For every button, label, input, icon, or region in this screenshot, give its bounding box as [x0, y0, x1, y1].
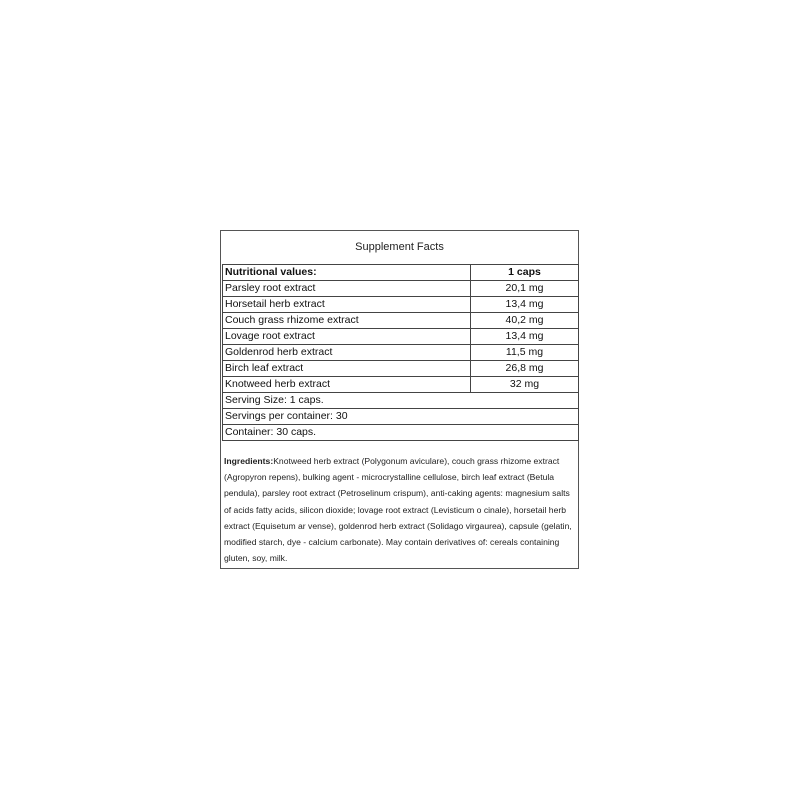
ingredient-amount: 11,5 mg	[471, 345, 579, 361]
ingredient-amount: 26,8 mg	[471, 361, 579, 377]
ingredient-name: Knotweed herb extract	[223, 377, 471, 393]
ingredient-name: Lovage root extract	[223, 329, 471, 345]
table-row	[223, 361, 579, 377]
ingredients-text: Knotweed herb extract (Polygonum aviculare), couch grass rhizome extract (Agropyron repens), bulking agent - microcrystalline cellulose, birch leaf extract (Betula pendula), parsley root extract (Petroselinum crispum), anti-caking agents: magnesium salts of acids fatty acids, silicon dioxide; lovage root extract (Levisticum o cinale), horsetail herb extract (Equisetum ar vense), goldenrod herb extract (Solidago virgaurea), capsule (gelatin, modified starch, dye - calcium carbonate). May contain derivatives of: cereals containing gluten, soy, milk.	[224, 456, 572, 564]
ingredients-paragraph	[224, 453, 574, 566]
ingredient-amount: 13,4 mg	[471, 297, 579, 313]
supplement-facts-panel	[220, 230, 579, 569]
supplement-facts-title: Supplement Facts	[355, 241, 444, 253]
ingredient-name: Birch leaf extract	[223, 361, 471, 377]
ingredient-amount: 20,1 mg	[471, 281, 579, 297]
table-row	[223, 377, 579, 393]
nutrition-table	[222, 264, 579, 441]
table-header-row	[223, 265, 579, 281]
ingredient-name: Goldenrod herb extract	[223, 345, 471, 361]
table-row	[223, 297, 579, 313]
ingredient-amount: 40,2 mg	[471, 313, 579, 329]
table-row	[223, 313, 579, 329]
servings-per-container-row	[223, 409, 579, 425]
table-row	[223, 281, 579, 297]
container-count: Container: 30 caps.	[223, 425, 579, 441]
table-row	[223, 345, 579, 361]
ingredient-name: Parsley root extract	[223, 281, 471, 297]
ingredient-name: Couch grass rhizome extract	[223, 313, 471, 329]
container-row	[223, 425, 579, 441]
table-row	[223, 329, 579, 345]
ingredient-name: Horsetail herb extract	[223, 297, 471, 313]
ingredient-amount: 32 mg	[471, 377, 579, 393]
servings-per-container: Servings per container: 30	[223, 409, 579, 425]
header-serving: 1 caps	[471, 265, 579, 281]
serving-size-row	[223, 393, 579, 409]
header-label: Nutritional values:	[223, 265, 471, 281]
ingredients-label: Ingredients:	[224, 456, 274, 466]
serving-size: Serving Size: 1 caps.	[223, 393, 579, 409]
ingredient-amount: 13,4 mg	[471, 329, 579, 345]
